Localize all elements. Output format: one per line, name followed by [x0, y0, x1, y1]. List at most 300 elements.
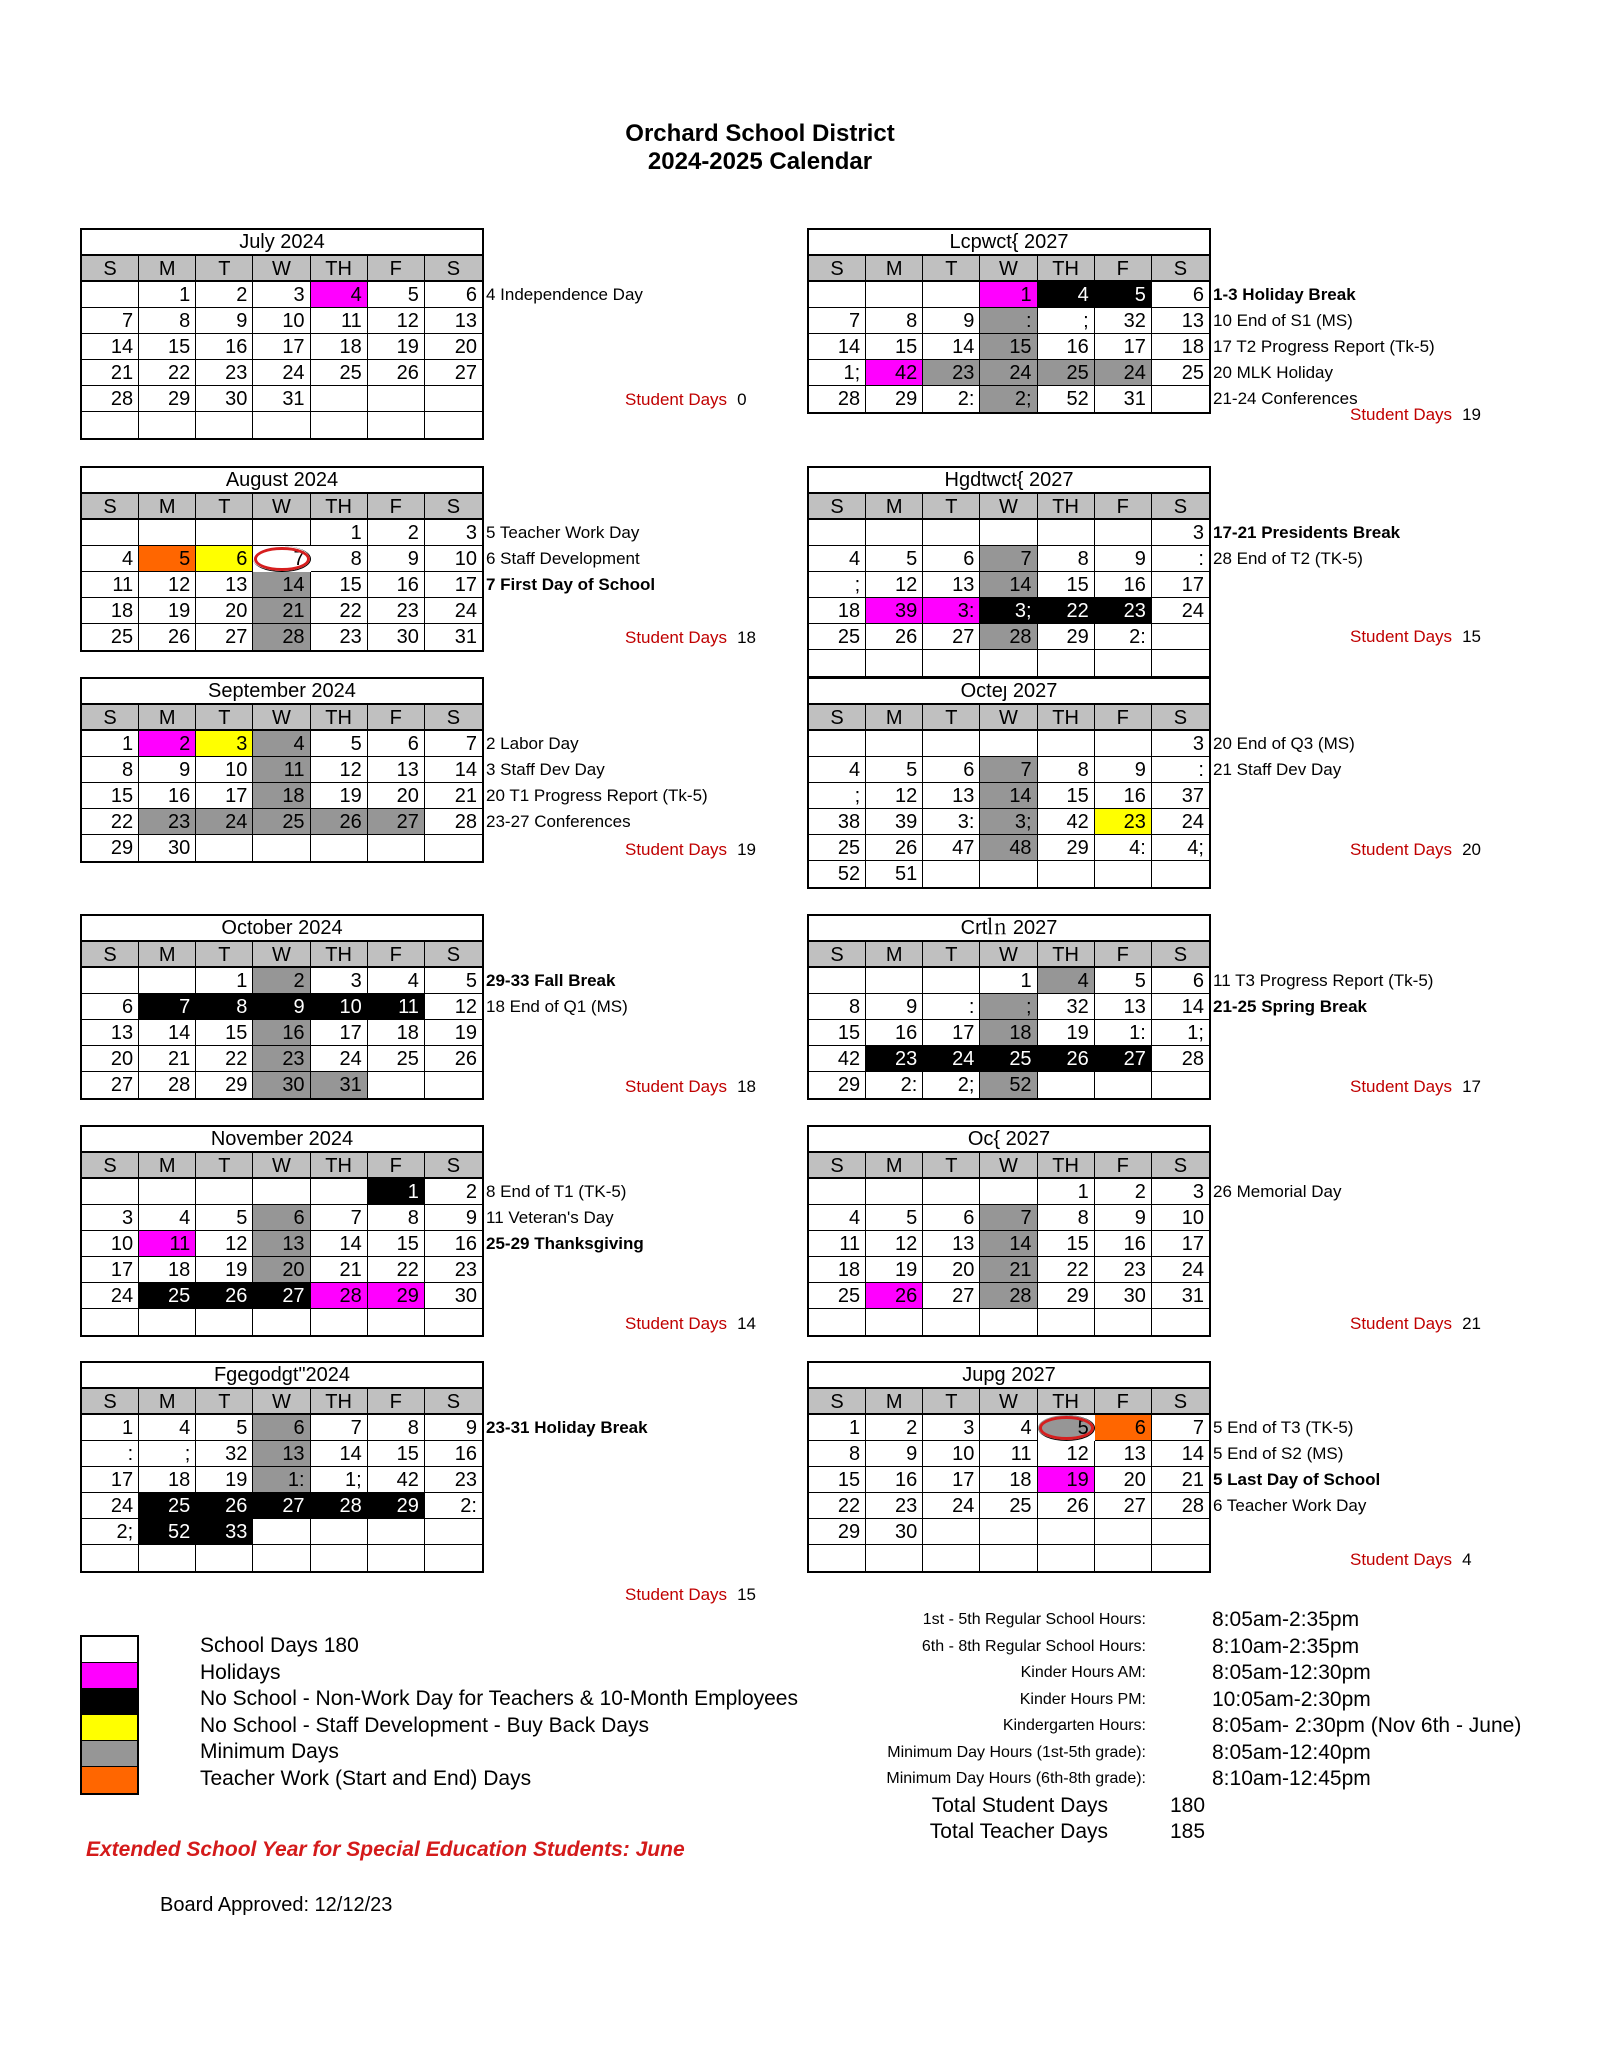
- day-cell: [425, 412, 482, 438]
- day-cell: [196, 1179, 253, 1205]
- month-note: 18 End of Q1 (MS): [486, 997, 628, 1016]
- month-note: 21-25 Spring Break: [1213, 997, 1368, 1016]
- day-cell: 5: [196, 1205, 253, 1231]
- day-cell: 25: [809, 1283, 866, 1309]
- extended-school-year-note: Extended School Year for Special Education Students: June: [86, 1838, 685, 1861]
- day-cell: 1: [368, 1179, 425, 1205]
- day-cell: [139, 1545, 196, 1571]
- day-cell: 18: [139, 1257, 196, 1283]
- day-cell: 19: [311, 783, 368, 809]
- day-cell: 16: [866, 1020, 923, 1046]
- day-cell: 5: [196, 1415, 253, 1441]
- student-days-label: Student Days: [625, 390, 728, 409]
- weekday-header: TH: [1038, 942, 1095, 968]
- day-cell: 7: [253, 546, 310, 572]
- day-cell: 26: [1038, 1046, 1095, 1072]
- day-cell: 4: [311, 282, 368, 308]
- day-cell: 16: [139, 783, 196, 809]
- student-days-count: 18: [737, 628, 756, 647]
- day-cell: 31: [253, 386, 310, 412]
- day-cell: 2: [253, 968, 310, 994]
- day-cell: 23: [425, 1257, 482, 1283]
- weekday-header: M: [866, 494, 923, 520]
- day-cell: 13: [253, 1441, 310, 1467]
- day-cell: 52: [809, 861, 866, 887]
- weekday-header: TH: [311, 1153, 368, 1179]
- month-notes: [1213, 282, 1435, 412]
- day-cell: 1: [980, 968, 1037, 994]
- day-cell: 13: [82, 1020, 139, 1046]
- day-cell: 7: [980, 1205, 1037, 1231]
- weekday-header: T: [923, 494, 980, 520]
- student-days-label: Student Days: [1350, 840, 1453, 859]
- day-cell: 22: [368, 1257, 425, 1283]
- day-cell: 3:: [923, 598, 980, 624]
- day-cell: 4: [809, 757, 866, 783]
- day-cell: [82, 520, 139, 546]
- day-cell: 3;: [980, 598, 1037, 624]
- day-cell: 7: [980, 757, 1037, 783]
- legend-label: Teacher Work (Start and End) Days: [200, 1766, 532, 1790]
- day-cell: 9: [196, 308, 253, 334]
- month-calendar: [807, 228, 1211, 414]
- day-cell: 9: [866, 994, 923, 1020]
- day-cell: [1152, 650, 1209, 676]
- month-calendar: [807, 466, 1211, 678]
- day-cell: 19: [139, 598, 196, 624]
- month-note: 21-24 Conferences: [1213, 389, 1358, 408]
- student-days-count: 0: [737, 390, 747, 409]
- day-cell: [425, 386, 482, 412]
- day-cell: 27: [196, 624, 253, 650]
- month-calendar: [807, 1125, 1211, 1337]
- day-cell: [1095, 861, 1152, 887]
- day-cell: 16: [425, 1441, 482, 1467]
- day-cell: 24: [425, 598, 482, 624]
- weekday-header: F: [368, 494, 425, 520]
- day-cell: 8: [368, 1205, 425, 1231]
- day-cell: [923, 650, 980, 676]
- day-cell: [1095, 1545, 1152, 1571]
- day-cell: 5: [866, 757, 923, 783]
- day-cell: [809, 968, 866, 994]
- weekday-header: TH: [1038, 705, 1095, 731]
- day-cell: [311, 1545, 368, 1571]
- day-cell: 12: [866, 572, 923, 598]
- weekday-header: M: [866, 1153, 923, 1179]
- day-cell: [139, 1309, 196, 1335]
- day-cell: 7: [82, 308, 139, 334]
- weekday-header: W: [980, 705, 1037, 731]
- day-cell: 17: [1152, 572, 1209, 598]
- day-cell: [923, 968, 980, 994]
- day-cell: 5: [1038, 1415, 1095, 1441]
- hours-value: 10:05am-2:30pm: [1212, 1687, 1371, 1711]
- day-cell: 8: [368, 1415, 425, 1441]
- student-days: [625, 1585, 756, 1605]
- day-cell: 21: [253, 598, 310, 624]
- day-cell: 15: [980, 334, 1037, 360]
- day-cell: 11: [809, 1231, 866, 1257]
- month-title: September 2024: [82, 679, 482, 705]
- day-cell: [980, 731, 1037, 757]
- total-label: Total Student Days: [931, 1794, 1108, 1817]
- day-cell: 8: [1038, 1205, 1095, 1231]
- day-cell: 52: [980, 1072, 1037, 1098]
- hours-value: 8:05am-2:35pm: [1212, 1608, 1360, 1631]
- student-days-label: Student Days: [1350, 405, 1453, 424]
- day-cell: 11: [139, 1231, 196, 1257]
- day-cell: 24: [196, 809, 253, 835]
- day-cell: 30: [139, 835, 196, 861]
- weekday-header: W: [253, 1153, 310, 1179]
- day-cell: 17: [425, 572, 482, 598]
- day-cell: 4:: [1095, 835, 1152, 861]
- day-cell: 1;: [1152, 1020, 1209, 1046]
- weekday-header: TH: [311, 494, 368, 520]
- weekday-header: TH: [311, 942, 368, 968]
- day-cell: 22: [82, 809, 139, 835]
- day-cell: 26: [139, 624, 196, 650]
- month-notes: [486, 282, 643, 308]
- hours-label: 6th - 8th Regular School Hours:: [921, 1637, 1146, 1655]
- total-value: 185: [1170, 1820, 1206, 1843]
- day-cell: 28: [253, 624, 310, 650]
- day-cell: 25: [980, 1493, 1037, 1519]
- day-cell: 1: [1038, 1179, 1095, 1205]
- day-cell: [196, 1545, 253, 1571]
- day-cell: 16: [1038, 334, 1095, 360]
- weekday-header: TH: [311, 256, 368, 282]
- student-days-label: Student Days: [1350, 1550, 1453, 1569]
- day-cell: 21: [1152, 1467, 1209, 1493]
- day-cell: 1:: [1095, 1020, 1152, 1046]
- day-cell: 14: [139, 1020, 196, 1046]
- day-cell: 32: [196, 1441, 253, 1467]
- day-cell: [809, 1309, 866, 1335]
- day-cell: 13: [253, 1231, 310, 1257]
- day-cell: [425, 1519, 482, 1545]
- hours-value: 8:10am-2:35pm: [1212, 1634, 1360, 1658]
- legend-label: No School - Non-Work Day for Teachers & 10-Month Employees: [200, 1687, 798, 1710]
- month-grid: [82, 256, 482, 438]
- day-cell: 2: [139, 731, 196, 757]
- day-cell: 13: [1095, 994, 1152, 1020]
- day-cell: :: [1152, 757, 1209, 783]
- day-cell: 28: [139, 1072, 196, 1098]
- day-cell: 2:: [425, 1493, 482, 1519]
- student-days-count: 20: [1462, 840, 1481, 859]
- weekday-header: T: [196, 256, 253, 282]
- day-cell: [311, 835, 368, 861]
- day-cell: 5: [866, 546, 923, 572]
- day-cell: [809, 520, 866, 546]
- day-cell: 23: [1095, 809, 1152, 835]
- day-cell: 9: [253, 994, 310, 1020]
- day-cell: 39: [866, 598, 923, 624]
- day-cell: 29: [809, 1519, 866, 1545]
- day-cell: [1152, 624, 1209, 650]
- day-cell: 8: [311, 546, 368, 572]
- day-cell: 20: [253, 1257, 310, 1283]
- month-note: 17 T2 Progress Report (Tk-5): [1213, 337, 1435, 356]
- day-cell: 26: [311, 809, 368, 835]
- month-note: 23-27 Conferences: [486, 812, 631, 831]
- day-cell: [82, 282, 139, 308]
- day-cell: 24: [1152, 1257, 1209, 1283]
- day-cell: 15: [1038, 783, 1095, 809]
- day-cell: 16: [866, 1467, 923, 1493]
- day-cell: 10: [311, 994, 368, 1020]
- month-calendar: [80, 677, 484, 863]
- day-cell: [139, 520, 196, 546]
- day-cell: [866, 731, 923, 757]
- day-cell: 28: [1152, 1493, 1209, 1519]
- board-approved-note: Board Approved: 12/12/23: [160, 1894, 393, 1916]
- weekday-header: W: [253, 705, 310, 731]
- month-title: August 2024: [82, 468, 482, 494]
- month-note: 1-3 Holiday Break: [1213, 285, 1356, 304]
- legend-swatch: [82, 1715, 137, 1741]
- weekday-header: S: [82, 705, 139, 731]
- student-days-count: 15: [1462, 627, 1481, 646]
- weekday-header: T: [196, 942, 253, 968]
- day-cell: 5: [139, 546, 196, 572]
- day-cell: 29: [139, 386, 196, 412]
- day-cell: 27: [368, 809, 425, 835]
- weekday-header: W: [253, 494, 310, 520]
- day-cell: [425, 1545, 482, 1571]
- day-cell: 8: [809, 994, 866, 1020]
- day-cell: 27: [923, 624, 980, 650]
- day-cell: 27: [425, 360, 482, 386]
- student-days: [1350, 1077, 1481, 1097]
- day-cell: 4: [139, 1415, 196, 1441]
- day-cell: 39: [866, 809, 923, 835]
- student-days-count: 21: [1462, 1314, 1481, 1333]
- day-cell: 14: [1152, 994, 1209, 1020]
- day-cell: 32: [1038, 994, 1095, 1020]
- day-cell: 11: [311, 308, 368, 334]
- weekday-header: W: [253, 256, 310, 282]
- day-cell: 27: [253, 1283, 310, 1309]
- day-cell: 23: [866, 1493, 923, 1519]
- student-days-label: Student Days: [625, 1585, 728, 1604]
- day-cell: [311, 412, 368, 438]
- day-cell: 8: [139, 308, 196, 334]
- day-cell: 25: [311, 360, 368, 386]
- weekday-header: T: [923, 942, 980, 968]
- day-cell: 29: [1038, 1283, 1095, 1309]
- day-cell: 42: [866, 360, 923, 386]
- day-cell: 24: [253, 360, 310, 386]
- day-cell: 8: [1038, 546, 1095, 572]
- day-cell: 29: [866, 386, 923, 412]
- day-cell: 23: [1095, 598, 1152, 624]
- day-cell: 13: [1095, 1441, 1152, 1467]
- day-cell: 23: [368, 598, 425, 624]
- day-cell: 30: [1095, 1283, 1152, 1309]
- day-cell: 4: [809, 1205, 866, 1231]
- month-note: 8 End of T1 (TK-5): [486, 1182, 627, 1201]
- weekday-header: S: [1152, 1153, 1209, 1179]
- day-cell: :: [980, 308, 1037, 334]
- day-cell: 3: [311, 968, 368, 994]
- day-cell: 15: [809, 1020, 866, 1046]
- day-cell: [368, 1309, 425, 1335]
- day-cell: 4: [139, 1205, 196, 1231]
- day-cell: [1038, 1309, 1095, 1335]
- day-cell: 4;: [1152, 835, 1209, 861]
- student-days-label: Student Days: [1350, 627, 1453, 646]
- weekday-header: W: [980, 942, 1037, 968]
- day-cell: [923, 1519, 980, 1545]
- weekday-header: F: [1095, 256, 1152, 282]
- day-cell: 19: [196, 1257, 253, 1283]
- weekday-header: M: [139, 705, 196, 731]
- day-cell: 26: [196, 1493, 253, 1519]
- day-cell: 10: [425, 546, 482, 572]
- district-name: Orchard School District: [625, 120, 895, 147]
- day-cell: 25: [809, 835, 866, 861]
- day-cell: 9: [1095, 757, 1152, 783]
- day-cell: [196, 835, 253, 861]
- month-grid: [82, 1389, 482, 1571]
- day-cell: [1038, 1545, 1095, 1571]
- day-cell: 15: [1038, 1231, 1095, 1257]
- month-note: 6 Teacher Work Day: [1213, 1496, 1367, 1515]
- day-cell: 26: [866, 835, 923, 861]
- weekday-header: F: [1095, 705, 1152, 731]
- weekday-header: S: [1152, 1389, 1209, 1415]
- weekday-header: S: [82, 1153, 139, 1179]
- day-cell: [368, 386, 425, 412]
- day-cell: [1038, 731, 1095, 757]
- day-cell: [866, 1545, 923, 1571]
- day-cell: 18: [368, 1020, 425, 1046]
- day-cell: 2: [425, 1179, 482, 1205]
- day-cell: 12: [1038, 1441, 1095, 1467]
- weekday-header: S: [425, 256, 482, 282]
- day-cell: [1038, 861, 1095, 887]
- day-cell: 6: [1152, 282, 1209, 308]
- day-cell: 1: [809, 1415, 866, 1441]
- day-cell: 17: [253, 334, 310, 360]
- month-grid: [809, 1153, 1209, 1335]
- day-cell: 30: [425, 1283, 482, 1309]
- day-cell: 6: [923, 1205, 980, 1231]
- day-cell: 3: [196, 731, 253, 757]
- day-cell: 1: [196, 968, 253, 994]
- day-cell: 23: [253, 1046, 310, 1072]
- day-cell: 32: [1095, 308, 1152, 334]
- day-cell: [1152, 1545, 1209, 1571]
- day-cell: 3;: [980, 809, 1037, 835]
- day-cell: 22: [1038, 1257, 1095, 1283]
- day-cell: [866, 650, 923, 676]
- day-cell: 2;: [923, 1072, 980, 1098]
- day-cell: 15: [139, 334, 196, 360]
- day-cell: 6: [196, 546, 253, 572]
- day-cell: 21: [82, 360, 139, 386]
- legend-labels: [200, 1633, 798, 1792]
- day-cell: 8: [1038, 757, 1095, 783]
- month-title: Fgegodgt"2024: [82, 1363, 482, 1389]
- day-cell: 25: [809, 624, 866, 650]
- day-cell: 20: [923, 1257, 980, 1283]
- day-cell: ;: [139, 1441, 196, 1467]
- day-cell: 15: [368, 1441, 425, 1467]
- day-cell: 22: [1038, 598, 1095, 624]
- day-cell: 17: [196, 783, 253, 809]
- day-cell: 29: [368, 1493, 425, 1519]
- day-cell: 27: [1095, 1046, 1152, 1072]
- day-cell: 10: [82, 1231, 139, 1257]
- day-cell: 6: [82, 994, 139, 1020]
- calendar-year: 2024-2025 Calendar: [647, 148, 873, 175]
- day-cell: [923, 1179, 980, 1205]
- weekday-header: T: [923, 1153, 980, 1179]
- day-cell: [866, 282, 923, 308]
- month-grid: [809, 256, 1209, 412]
- day-cell: 3: [1152, 520, 1209, 546]
- day-cell: 7: [809, 308, 866, 334]
- day-cell: 18: [809, 598, 866, 624]
- weekday-header: S: [1152, 256, 1209, 282]
- day-cell: 25: [368, 1046, 425, 1072]
- weekday-header: TH: [1038, 494, 1095, 520]
- weekday-header: W: [253, 1389, 310, 1415]
- day-cell: 5: [866, 1205, 923, 1231]
- weekday-header: M: [139, 494, 196, 520]
- day-cell: 1: [82, 1415, 139, 1441]
- day-cell: 24: [980, 360, 1037, 386]
- total-value: 180: [1170, 1794, 1206, 1817]
- day-cell: [1152, 386, 1209, 412]
- student-days: [1350, 627, 1481, 647]
- weekday-header: F: [368, 256, 425, 282]
- day-cell: [196, 1309, 253, 1335]
- day-cell: 23: [866, 1046, 923, 1072]
- day-cell: 17: [1152, 1231, 1209, 1257]
- day-cell: [1152, 861, 1209, 887]
- day-cell: 7: [980, 546, 1037, 572]
- month-note: 5 Last Day of School: [1213, 1470, 1381, 1489]
- day-cell: 21: [311, 1257, 368, 1283]
- day-cell: [82, 1179, 139, 1205]
- month-grid: [809, 494, 1209, 676]
- day-cell: 20: [82, 1046, 139, 1072]
- day-cell: [1038, 520, 1095, 546]
- weekday-header: M: [139, 256, 196, 282]
- day-cell: 9: [425, 1415, 482, 1441]
- legend-swatch: [82, 1767, 137, 1793]
- hours-label: Minimum Day Hours (6th-8th grade):: [886, 1770, 1146, 1787]
- month-title: Octeȷ 2027: [809, 679, 1209, 705]
- month-calendar: [807, 677, 1211, 889]
- day-cell: 19: [866, 1257, 923, 1283]
- day-cell: 24: [1095, 360, 1152, 386]
- day-cell: 4: [1038, 282, 1095, 308]
- day-cell: 11: [980, 1441, 1037, 1467]
- day-cell: [253, 520, 310, 546]
- day-cell: 52: [139, 1519, 196, 1545]
- day-cell: ;: [1038, 308, 1095, 334]
- month-calendar: [80, 1361, 484, 1573]
- day-cell: [139, 1179, 196, 1205]
- day-cell: 31: [1152, 1283, 1209, 1309]
- day-cell: 3: [253, 282, 310, 308]
